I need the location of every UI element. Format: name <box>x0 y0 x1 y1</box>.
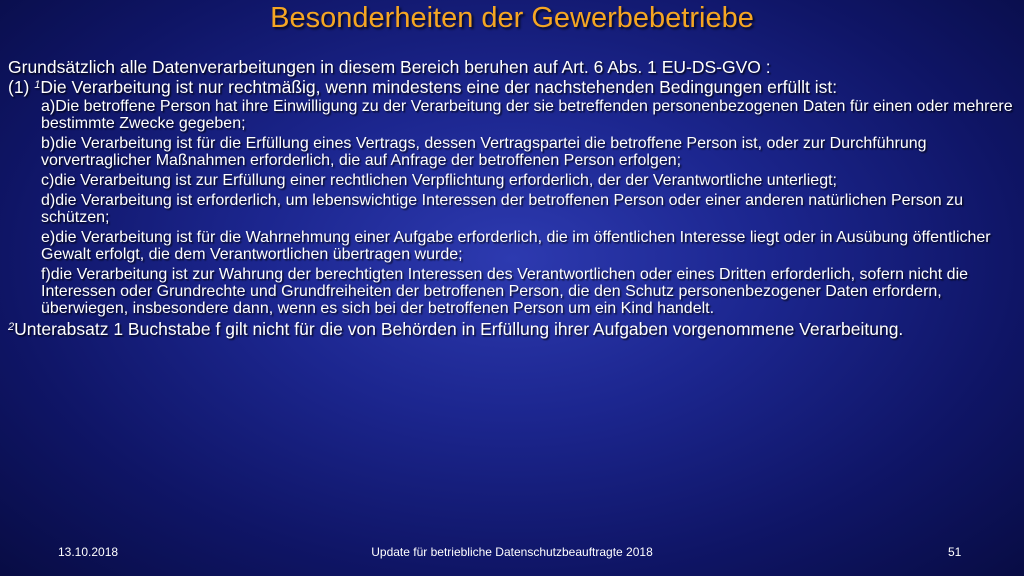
slide-content <box>8 58 1013 340</box>
footer-date: 13.10.2018 <box>58 545 119 559</box>
footer-title: Update für betriebliche Datenschutzbeauftragte 2018 <box>371 545 653 559</box>
list-item-a: a)Die betroffene Person hat ihre Einwilligung zu der Verarbeitung der sie betreffenden personenbezogenen Daten für einen oder mehrere bestimmte Zwecke gegeben; <box>41 98 1013 132</box>
paragraph-2 <box>8 320 1013 338</box>
paragraph-2-text: Unterabsatz 1 Buchstabe f gilt nicht für die von Behörden in Erfüllung ihrer Aufgaben vorgenommene Verarbeitung. <box>14 319 904 339</box>
paragraph-1 <box>8 78 1013 96</box>
sentence-number-2: 2 <box>8 321 15 333</box>
slide-title: Besonderheiten der Gewerbebetriebe <box>270 2 754 34</box>
list-item-f: f)die Verarbeitung ist zur Wahrung der berechtigten Interessen des Verantwortlichen oder eines Dritten erforderlich, sofern nicht die Interessen oder Grundrechte und Grundfreiheiten der betroffenen Person, die den Schutz personenbezogener Daten erfordern, überwiegen, insbesondere dann, wenn es sich bei der betroffenen Person um ein Kind handelt. <box>41 266 969 317</box>
page-number: 51 <box>948 545 962 559</box>
list-item-c: c)die Verarbeitung ist zur Erfüllung einer rechtlichen Verpflichtung erforderlich, der der Verantwortliche unterliegt; <box>41 172 837 189</box>
paragraph-1-prefix: (1) <box>8 77 35 97</box>
list-item-d: d)die Verarbeitung ist erforderlich, um lebenswichtige Interessen der betroffenen Person oder einer anderen natürlichen Person zu schützen; <box>41 192 964 226</box>
list-item-e: e)die Verarbeitung ist für die Wahrnehmung einer Aufgabe erforderlich, die im öffentlichen Interesse liegt oder in Ausübung öffentlicher Gewalt erfolgt, die dem Verantwortlichen übertragen wurde; <box>41 229 991 263</box>
sentence-number-1: 1 <box>34 79 41 91</box>
paragraph-1-text: Die Verarbeitung ist nur rechtmäßig, wenn mindestens eine der nachstehenden Bedingungen erfüllt ist: <box>40 77 838 97</box>
list-item-b: b)die Verarbeitung ist für die Erfüllung eines Vertrags, dessen Vertragspartei die betroffene Person ist, oder zur Durchführung vorvertraglicher Maßnahmen erforderlich, die auf Anfrage der betroffenen Person erfolgen; <box>41 135 927 169</box>
intro-paragraph: Grundsätzlich alle Datenverarbeitungen in diesem Bereich beruhen auf Art. 6 Abs. 1 EU-DS-GVO : <box>8 57 771 77</box>
